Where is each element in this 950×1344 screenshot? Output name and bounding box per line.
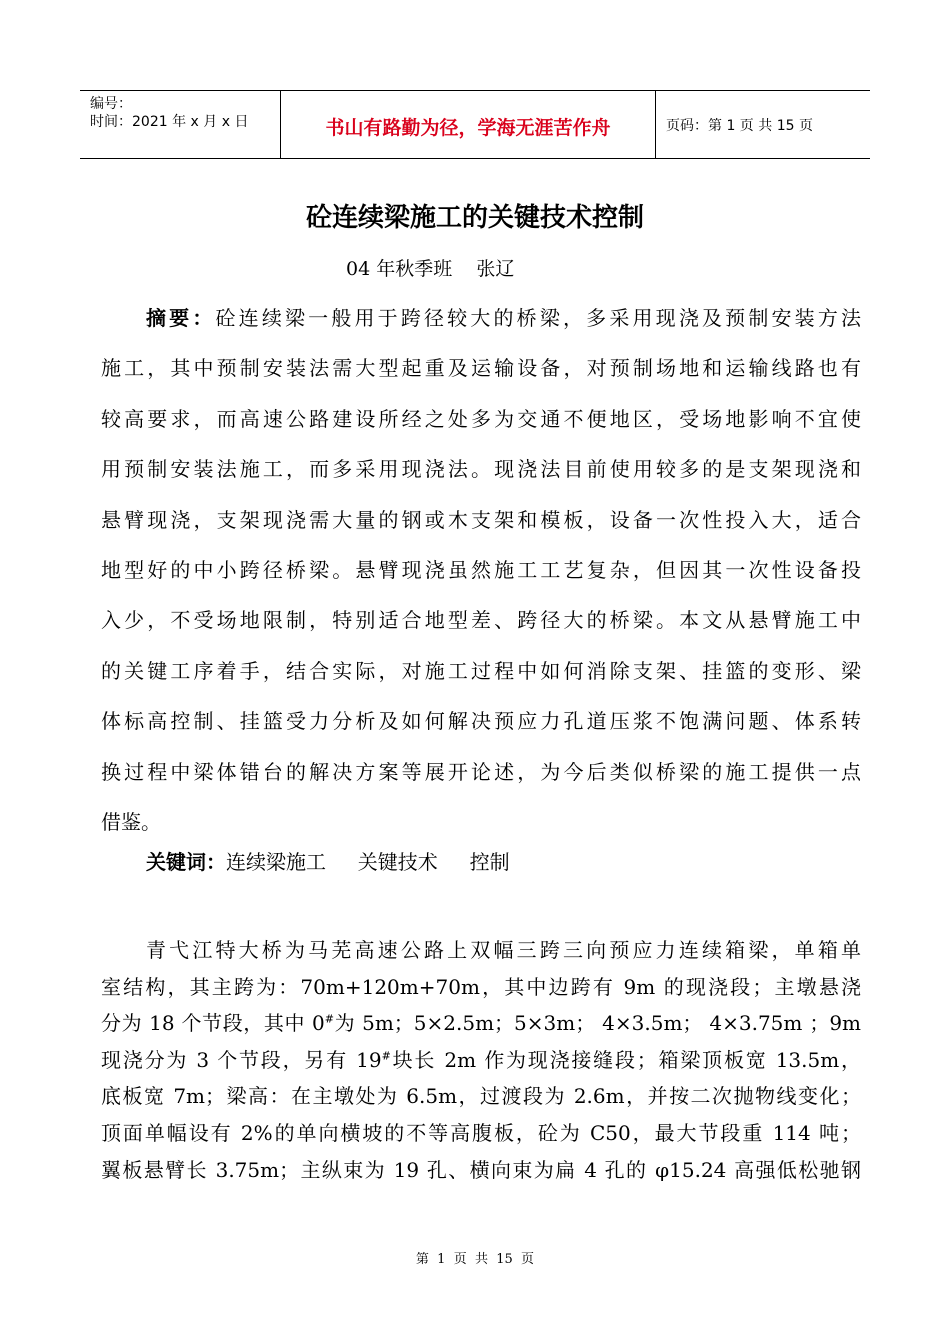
body-line: 翼板悬臂长 3.75m；主纵束为 19 孔、横向束为扁 4 孔的 φ15.24 高强低松驰钢 (101, 1157, 861, 1182)
document-number-label: 编号： (90, 96, 132, 112)
keywords-text: 连续梁施工 关键技术 控制 (226, 850, 510, 874)
document-time-label: 时间：2021 年 x 月 x 日 (90, 114, 249, 130)
abstract-line: 体标高控制、挂篮受力分析及如何解决预应力孔道压浆不饱满问题、体系转 (101, 709, 861, 734)
body-line: 底板宽 7m；梁高：在主墩处为 6.5m，过渡段为 2.6m，并按二次抛物线变化； (101, 1084, 861, 1109)
header-page-info: 页码：第 1 页 共 15 页 (666, 118, 813, 134)
body-line: 青弋江特大桥为马芜高速公路上双幅三跨三向预应力连续箱梁，单箱单 (146, 938, 861, 962)
abstract-paragraph (101, 293, 861, 847)
body-line: 顶面单幅设有 2%的单向横坡的不等高腹板，砼为 C50，最大节段重 114 吨； (101, 1120, 861, 1145)
body-paragraph (101, 932, 861, 1188)
document-author: 04 年秋季班 张辽 (346, 258, 515, 280)
abstract-line: 较高要求，而高速公路建设所经之处多为交通不便地区，受场地影响不宜使 (101, 406, 861, 431)
header-motto-cell (280, 91, 656, 158)
abstract-line: 借鉴。 (101, 809, 161, 834)
abstract-line: 地型好的中小跨径桥梁。悬臂现浇虽然施工工艺复杂，但因其一次性设备投 (101, 557, 861, 582)
body-line: 室结构，其主跨为：70m+120m+70m，其中边跨有 9m 的现浇段；主墩悬浇 (101, 974, 861, 999)
abstract-line: 用预制安装法施工，而多采用现浇法。现浇法目前使用较多的是支架现浇和 (101, 457, 861, 482)
header-page-cell (656, 91, 870, 158)
header-motto: 书山有路勤为径，学海无涯苦作舟 (325, 117, 611, 139)
page-header (80, 90, 870, 159)
body-line: 分为 18 个节段，其中 0#为 5m；5×2.5m；5×3m； 4×3.5m； 4×3.75m ；9m (101, 1011, 862, 1036)
keywords-line (146, 842, 510, 882)
abstract-line: 悬臂现浇，支架现浇需大量的钢或木支架和模板，设备一次性投入大，适合 (101, 507, 861, 532)
abstract-label: 摘要： (146, 306, 216, 330)
abstract-line: 换过程中梁体错台的解决方案等展开论述，为今后类似桥梁的施工提供一点 (101, 759, 861, 784)
abstract-line: 施工，其中预制安装法需大型起重及运输设备，对预制场地和运输线路也有 (101, 356, 861, 381)
keywords-label: 关键词： (146, 850, 226, 874)
document-title: 砼连续梁施工的关键技术控制 (305, 203, 644, 233)
abstract-line: 的关键工序着手，结合实际，对施工过程中如何消除支架、挂篮的变形、梁 (101, 658, 861, 683)
page-footer: 第 1 页 共 15 页 (415, 1252, 535, 1267)
header-meta-cell (80, 91, 280, 158)
body-line: 现浇分为 3 个节段，另有 19#块长 2m 作为现浇接缝段；箱梁顶板宽 13.5m， (101, 1047, 861, 1072)
abstract-line: 入少，不受场地限制，特别适合地型差、跨径大的桥梁。本文从悬臂施工中 (101, 608, 861, 633)
abstract-line: 摘要：砼连续梁一般用于跨径较大的桥梁，多采用现浇及预制安装方法 (146, 306, 861, 330)
